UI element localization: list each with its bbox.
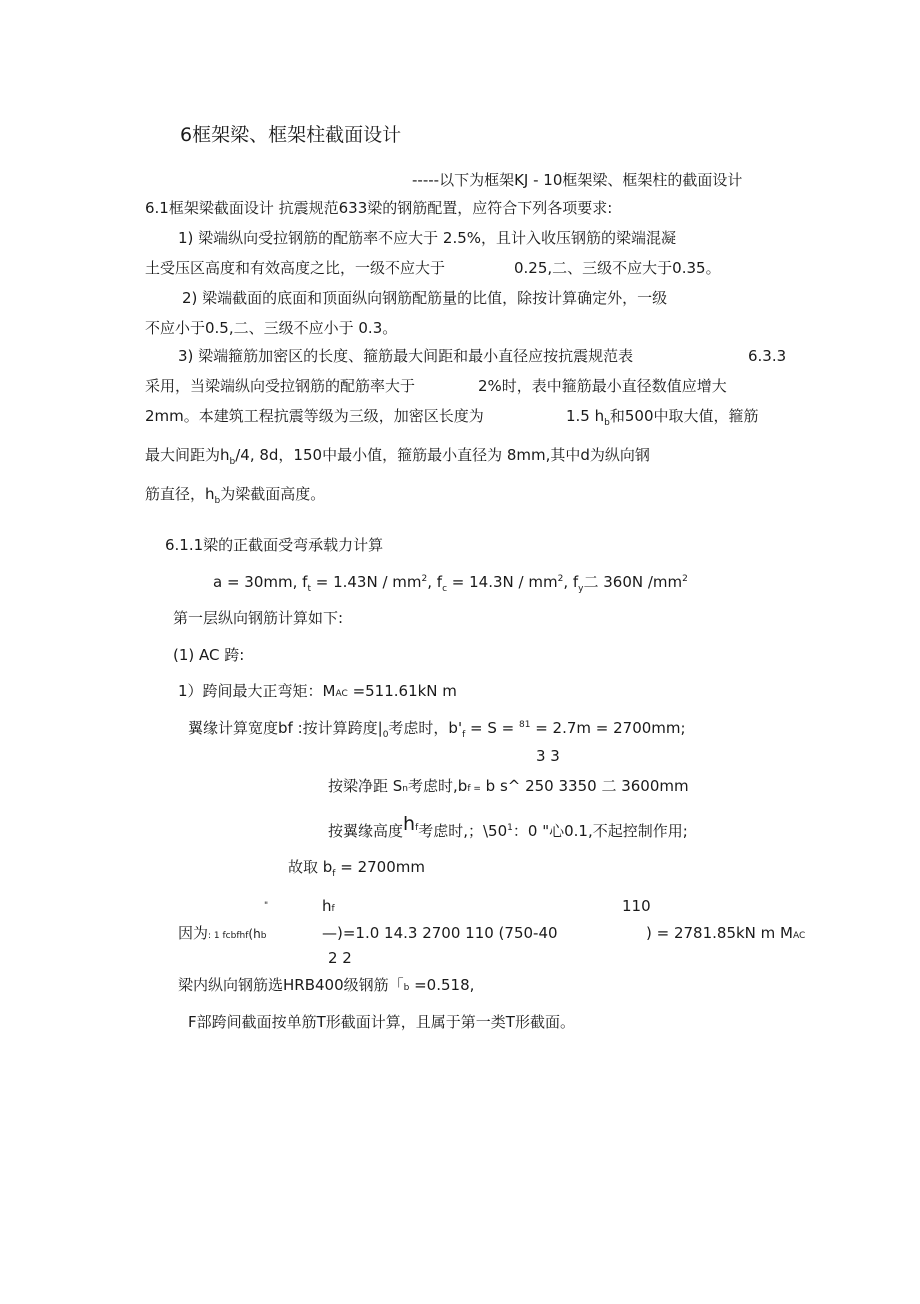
formula-denominators: 2 2 — [328, 949, 352, 967]
steel-grade: 梁内纵向钢筋选HRB400级钢筋「b =0.518, — [178, 976, 475, 994]
flange-width-denominators: 3 3 — [536, 747, 560, 765]
formula-mark: " — [264, 901, 269, 911]
max-positive-moment: 1）跨间最大正弯矩：MAC =511.61kN m — [178, 682, 457, 700]
adopted-flange-width: 故取 $b_f = 2700mm$ — [288, 858, 425, 879]
requirement-3-line-3a: 2mm。本建筑工程抗震等级为三级，加密区长度为 — [145, 407, 484, 425]
requirement-3-line-4: 最大间距为$h_b/4$, 8d，150中最小值，箍筋最小直径为 8mm,其中d为纵向钢 — [145, 446, 650, 467]
formula-hf-numerator: hf — [322, 897, 335, 915]
formula-110-numerator: 110 — [622, 897, 651, 915]
requirement-3-line-2b: 2%时，表中箍筋最小直径数值应增大 — [478, 377, 727, 395]
requirement-2-line-1: 2) 梁端截面的底面和顶面纵向钢筋配筋量的比值，除按计算确定外，一级 — [182, 289, 668, 307]
requirement-1-line-2b: 0.25,二、三级不应大于0.35。 — [514, 259, 721, 277]
flange-capacity-expression: —)=1.0 14.3 2700 110 (750-40 — [322, 924, 558, 942]
flange-capacity-check: 因为: 1 fcbfhf(hb — [178, 924, 267, 942]
subtitle: -----以下为框架KJ - 10框架梁、框架柱的截面设计 — [412, 171, 743, 189]
section-heading-6-1: 6.1框架梁截面设计 抗震规范633梁的钢筋配置，应符合下列各项要求: — [145, 199, 613, 217]
flange-width-by-span: 翼缘计算宽度bf :按计算跨度$|_0$考虑时，$b'_f = S = ^{81} = 2.7m = 2700mm$; — [188, 719, 686, 740]
page-title: 6框架梁、框架柱截面设计 — [180, 124, 402, 146]
section-conclusion: F部跨间截面按单筋T形截面计算，且属于第一类T形截面。 — [188, 1013, 575, 1031]
material-parameters: a = 30mm, $f_t = 1.43N / mm^2$, $f_c = 14.3N / mm^2$, $f_y$二 360N $/mm^2$ — [213, 573, 688, 594]
requirement-1-line-2a: 土受压区高度和有效高度之比，一级不应大于 — [145, 259, 446, 277]
flange-width-by-height: 按翼缘高度$h^f$考虑时,；$\backslash 50^1$：0 "心0.1,不起控制作用; — [328, 813, 688, 840]
flange-capacity-result: ) = 2781.85kN m MAC — [646, 924, 806, 942]
requirement-3-line-1b: 6.3.3 — [748, 347, 787, 365]
requirement-3-line-2a: 采用，当梁端纵向受拉钢筋的配筋率大于 — [145, 377, 416, 395]
requirement-2-line-2: 不应小于0.5,二、三级不应小于 0.3。 — [145, 319, 398, 337]
requirement-1-line-1: 1) 梁端纵向受拉钢筋的配筋率不应大于 2.5%，且计入收压钢筋的梁端混凝 — [178, 229, 677, 247]
span-ac-heading: (1) AC 跨: — [173, 646, 245, 664]
flange-width-by-clear-spacing: 按梁净距 Sn考虑时,bf = b s^ 250 3350 二 3600mm — [328, 777, 689, 795]
layer-1-heading: 第一层纵向钢筋计算如下: — [173, 609, 344, 627]
requirement-3-line-5: 筋直径，$h_b$为梁截面高度。 — [145, 485, 326, 506]
section-heading-6-1-1: 6.1.1梁的正截面受弯承载力计算 — [165, 536, 384, 554]
requirement-3-line-3b: 1.5 $h_b$和500中取大值，箍筋 — [566, 407, 759, 428]
requirement-3-line-1a: 3) 梁端箍筋加密区的长度、箍筋最大间距和最小直径应按抗震规范表 — [178, 347, 634, 365]
